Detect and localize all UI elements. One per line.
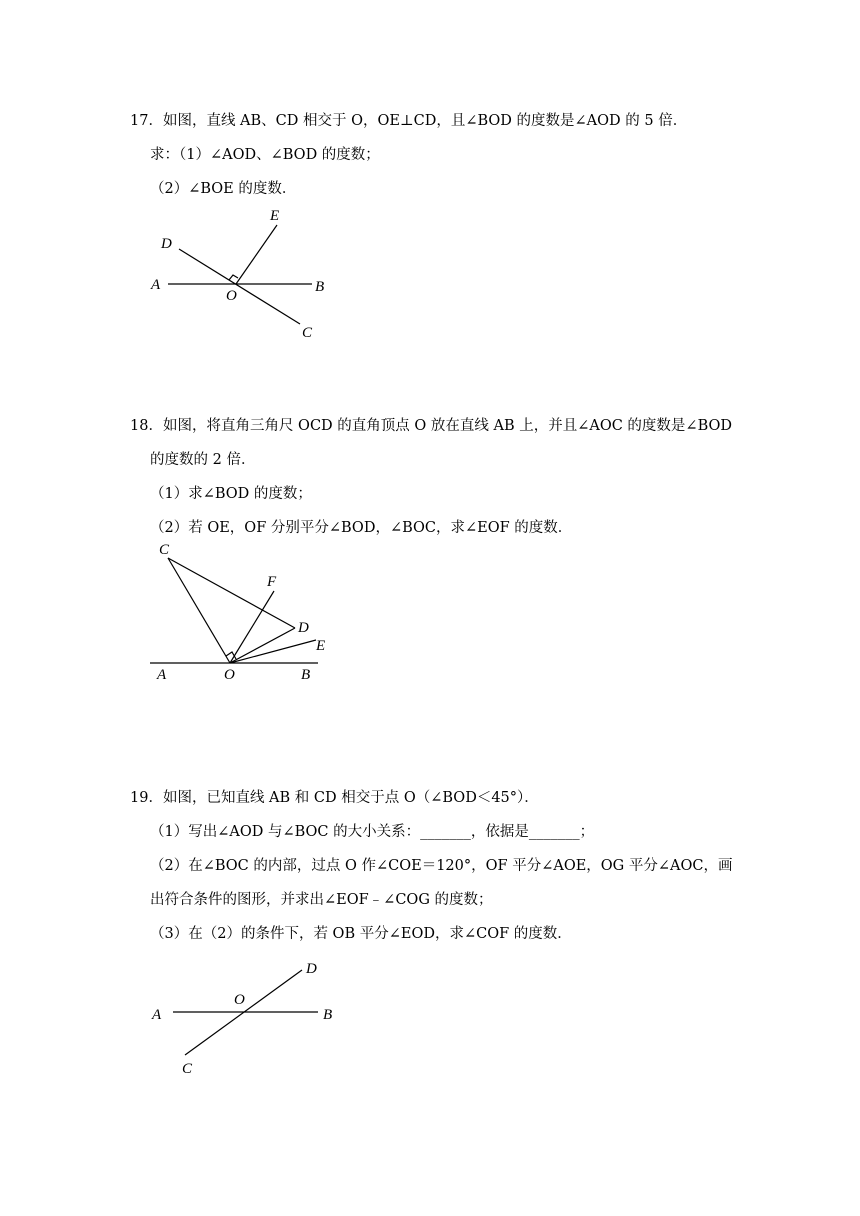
p19-label-c: C — [182, 1061, 193, 1077]
p18-label-c: C — [159, 542, 170, 558]
p18-label-d: D — [298, 620, 309, 636]
p18-label-a: A — [157, 667, 167, 683]
p19-label-a: A — [152, 1007, 162, 1023]
p17-label-e: E — [270, 208, 280, 224]
p17-label-d: D — [161, 236, 172, 252]
p18-line-4: （2）若 OE，OF 分别平分∠BOD，∠BOC，求∠EOF 的度数． — [150, 520, 573, 536]
p19-label-d: D — [306, 961, 317, 977]
p19-line-2: （1）写出∠AOD 与∠BOC 的大小关系：_______，依据是_______； — [150, 824, 595, 840]
p17-label-c: C — [302, 325, 313, 341]
p18-line-1: 18．如图，将直角三角尺 OCD 的直角顶点 O 放在直线 AB 上，并且∠AOC 的度数是∠BOD — [130, 418, 733, 434]
p18-label-b: B — [301, 667, 311, 683]
p17-label-o: O — [226, 288, 237, 304]
p19-line-3: （2）在∠BOC 的内部，过点 O 作∠COE＝120°，OF 平分∠AOE，OG 平分∠AOC，画 — [150, 858, 733, 874]
p19-line-1: 19．如图，已知直线 AB 和 CD 相交于点 O（∠BOD＜45°）． — [130, 790, 539, 806]
p18-label-o: O — [224, 667, 235, 683]
p17-label-b: B — [315, 279, 325, 295]
p19-label-b: B — [323, 1007, 333, 1023]
p17-line-3: （2）∠BOE 的度数． — [150, 181, 297, 197]
p18-line-2: 的度数的 2 倍． — [150, 452, 256, 468]
p19-line-5: （3）在（2）的条件下，若 OB 平分∠EOD，求∠COF 的度数． — [150, 926, 572, 942]
p17-line-1: 17．如图，直线 AB、CD 相交于 O，OE⊥CD，且∠BOD 的度数是∠AOD 的 5 倍． — [130, 113, 688, 129]
p19-line-4: 出符合条件的图形，并求出∠EOF﹣∠COG 的度数； — [150, 892, 493, 908]
p18-line-3: （1）求∠BOD 的度数； — [150, 486, 312, 502]
p17-label-a: A — [151, 277, 161, 293]
p18-label-f: F — [267, 574, 277, 590]
p17-line-2: 求：（1）∠AOD、∠BOD 的度数； — [150, 147, 380, 163]
p19-label-o: O — [234, 992, 245, 1008]
p18-label-e: E — [316, 638, 326, 654]
